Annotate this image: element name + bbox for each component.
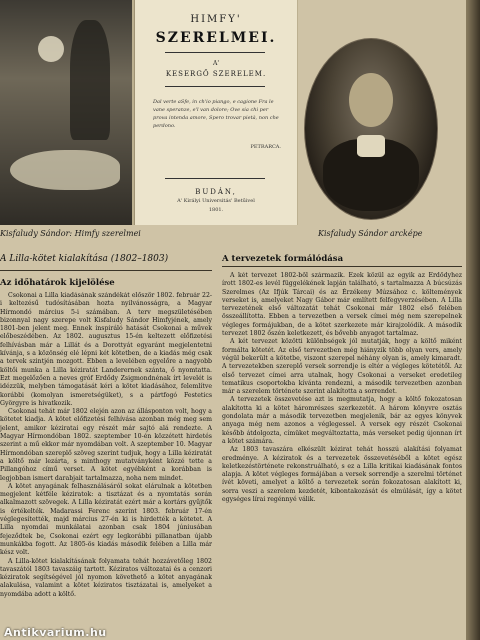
- title-page-year: 1801.: [208, 207, 224, 213]
- left-column-text: [0, 292, 212, 632]
- title-page-quote-author: PETRARCA.: [250, 144, 281, 150]
- book-spine-shadow: [466, 0, 480, 640]
- engraving-image: [0, 0, 132, 225]
- tree-shape: [70, 20, 110, 140]
- portrait-oval: [304, 38, 438, 220]
- subheading-left: Az időhatárok kijelölése: [0, 278, 115, 288]
- portrait-image: [304, 38, 436, 218]
- caption-left: Kisfaludy Sándor: Himfy szerelmei: [0, 229, 141, 238]
- title-page-place: BUDÁN,: [195, 188, 237, 196]
- paragraph: A két tervezet közötti különbségek jól mutatják, hogy a költő miként formálta kötetét. Az első tervezetben még hiányzik több olyan vers, amely végül bekerült a kötetbe, viszont szerepel néhány olyan is, amely kimaradt. A tervezetekben szereplő versek sorrendje is eltér a végleges kötetétől. Az első tervezet címei arra utalnak, hogy Csokonai a verseket eredetileg tematikus csoportokba kívánta rendezni, a második tervezetben azonban már a szerelem története szerint alakította a sorrendet.: [222, 338, 462, 396]
- paragraph: A tervezetek összevetése azt is megmutatja, hogy a költő fokozatosan alakította ki a kötet háromrészes szerkezetét. A három könyvre osztás gondolata már a második tervezetben megjelenik, bár az egyes könyvek anyaga még nem azonos a véglegessel. A versek egy részét Csokonai később átdolgozta, címüket megváltoztatta, más verseket pedig újonnan írt a kötet számára.: [222, 396, 462, 445]
- section-heading-right: A tervezetek formálódása: [222, 254, 344, 264]
- title-page-image: [134, 0, 297, 225]
- section-heading-left: A Lilla-kötet kialakítása (1802–1803): [0, 254, 169, 264]
- moon-shape: [38, 36, 64, 62]
- heading-rule: [0, 270, 212, 271]
- paragraph: Csokonai tehát már 1802 elején azon az állásponton volt, hogy a kötetet kiadja. A kötet előfizetési felhívása azonban még meg sem jelent, amikor kéziratai egy részét már sajtó alá rendezte. A Magyar Hírmondóban 1802. szeptember 10-én közzétett hirdetés szerint a mű ekkor már nyomdában volt. A szeptember 10. Magyar Hírmondóban szereplő szöveg szerint tudjuk, hogy a Lilla kéziratát a költő már lezárta, s minthogy mutatványként közzé tette a Pillangóhoz című verset. A kötet egyébként a korábban is legjobban ismert darabjait tartalmazza, noha nem mindet.: [0, 408, 212, 482]
- paragraph: A Lilla-kötet kialakításának folyamata tehát hozzávetőleg 1802 tavaszától 1803 tavaszáig tartott. Kéziratos változatai és a cenzori kéziratok segítségével jól nyomon követhető a kötet anyagának alakulása, valamint a kötet kéziratos tisztázatai is, amelyeket a nyomdába adott a költő.: [0, 557, 212, 598]
- face-shape: [349, 73, 393, 127]
- paragraph: Csokonai a Lilla kiadásának szándékát először 1802. február 22-i keltezésű tudósításában hozta nyilvánosságra, a Magyar Hírmondó március 5-i számában. A terv megszületésében bizonnyal nagy szerepe volt Kisfaludy Sándor Himfyjének, amely 1801-ben jelent meg. Ennek inspiráló hatását Csokonai a művek előbeszédében. Az 1802. augusztus 15-én keltezett előfizetési felhívásban már a Lillát és a Dorottyát egyaránt megjelentetni kívánja, s a közönség elé lépni két kötetben, de a kiadás még csak a tervek szintjén mozgott. Ebben a levelében egyelőre a nagyobb költői munka a Lilla kéziratát Landerernek szánta, ő nyomtatta. Ezt megelőzően a neves gróf Erdődy Zsigmondnénak írt levelét is idézzük, melyben támogatását kéri a kötet kiadásához, felemlítve korábbi (komolyan ismeretségüket), s a pártfogó Festetics Györgyre is hivatkozik.: [0, 292, 212, 407]
- title-page-rule: [165, 86, 265, 87]
- right-column-text: [222, 272, 462, 634]
- reclining-figure-shape: [10, 150, 120, 190]
- title-page-printer: A' Királyi Universitás' Betűivel: [177, 198, 255, 204]
- paragraph: Az 1803 tavaszára elkészült kézirat tehát hosszú alakítási folyamat eredménye. A kéziratok és a tervezetek összevetéséből a kötet egész keletkezéstörténete rekonstruálható, s ez a Lilla kritikai kiadásának fontos alapja. A kötet végleges formájában a versek sorrendje a szerelmi történet ívét követi, amelyet a költő a tervezetek során fokozatosan alakított ki, sorra veszi a szerelem kezdetét, kibontakozását és elmúlását, így a kötet egységes lírai regénnyé válik.: [222, 446, 462, 504]
- heading-rule: [222, 266, 462, 267]
- figure-himfy: [0, 0, 298, 225]
- caption-right: Kisfaludy Sándor arcképe: [318, 229, 423, 238]
- title-page-line4: KESERGŐ SZERELEM.: [165, 70, 267, 78]
- title-page-rule: [165, 178, 265, 179]
- paragraph: A kötet anyagának felhasználásáról sokat elárulnak a kötetben megjelent kétféle kéziratok: a tisztázat és a nyomtatás során alkalmazott szövegek. A Lilla kéziratát ezért már a kortárs gyűjtők is értékelték. Madarassi Ferenc szerint 1803. február 17-én véglegesítették, majd március 27-én ki is hirdették a kötetet. A Lilla nyomdai munkálatai azonban csak 1804 júniusában fejeződtek be, Csokonai ezért egy legkorábbi pillanatban újabb munkákba fogott. Az 1805-ös kiadás második felében a Lilla már kész volt.: [0, 482, 212, 557]
- title-page-line3: A': [213, 60, 219, 67]
- paragraph: A két tervezet 1802-ből származik. Ezek közül az egyik az Erdődyhez írott 1802-es levél függelékének lapján található, s tartalmazza A búcsúzás Szerelmes (Az Ifjúk Tárcai) és az Érzékeny Múzsához c. költemények verseket is, amelyeket Nagy Gábor már említett felfegyverzésében. A Lilla tervezetének első változatát tehát Csokonai már 1802 első felében összeállította. Ebben a tervezetben a versek címei még nem szerepelnek végleges formájukban, de a kötet szerkezete már kirajzolódik. A második tervezet 1802 őszén keletkezett, és bővebb anyagot tartalmaz.: [222, 272, 462, 338]
- title-page-rule: [165, 52, 265, 53]
- title-page-quote: Dal verte aSfe, in ch'io piango, e cagione Fra le vane speranze, e'l van dolore; Ove sia chi per prova intenda amore, Spero trovar pietà, non che perdono.: [153, 99, 279, 129]
- watermark: Antikvarium.hu: [4, 626, 107, 639]
- title-page-line2: SZERELMEI.: [155, 30, 277, 46]
- title-page-line1: HIMFY': [190, 14, 242, 25]
- collar-shape: [357, 135, 385, 157]
